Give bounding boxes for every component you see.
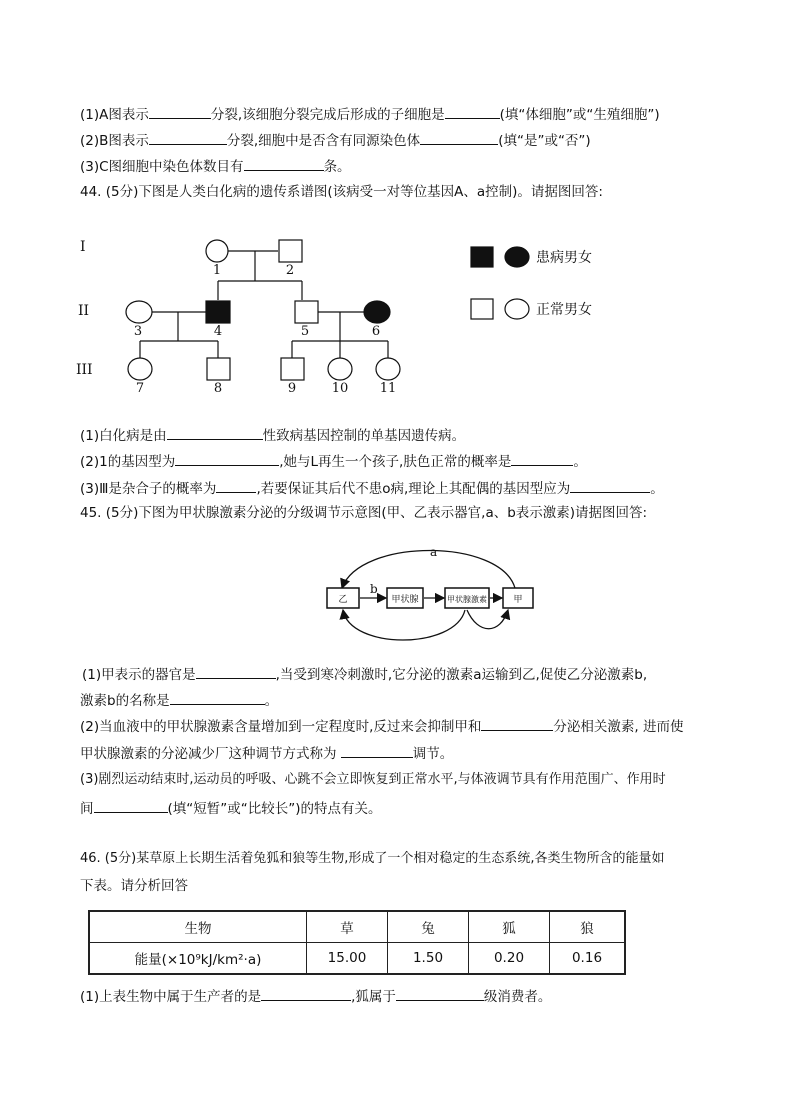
table-header-cell: 狼 [550,911,626,943]
table-header-cell: 兔 [388,911,469,943]
answer-blank[interactable] [94,798,168,813]
legend-affected-male-icon [471,247,493,267]
answer-blank[interactable] [149,130,227,145]
pedigree-female-3 [126,301,152,323]
person-label: 6 [371,324,381,339]
q46-intro-1: 46. (5分)某草原上长期生活着兔狐和狼等生物,形成了一个相对稳定的生态系统,各类生物所含的能量如 [80,851,665,866]
q45-line-3 [80,716,684,736]
q43-line-3 [80,156,351,176]
table-header-cell: 生物 [89,911,307,943]
table-cell: 0.20 [469,943,550,975]
box-jia-label: 甲 [513,595,523,605]
person-label: 11 [379,381,397,396]
q44-line-1 [80,425,465,445]
label-b: b [370,582,378,596]
box-yi-label: 乙 [338,595,348,605]
table-header-row [89,911,625,943]
pedigree-male-5 [295,301,318,323]
text: 甲状腺激素的分泌减少厂这种调节方式称为 [80,746,337,762]
q44-line-3 [80,478,664,498]
text: 。 [573,454,587,470]
gen-label-1: I [80,239,86,255]
text: (1)A图表示 [80,107,149,123]
text: (1)上表生物中属于生产者的是 [80,989,262,1005]
person-label: 9 [287,381,297,396]
legend-affected-female-icon [505,247,529,267]
person-label: 5 [300,324,310,339]
person-label: 4 [213,324,223,339]
thyroid-regulation-diagram [0,540,790,645]
pedigree-female-7 [128,358,152,380]
box-thyroid-label: 甲状腺 [391,595,419,605]
text: (2)当血液中的甲状腺激素含量增加到一定程度时,反过来会抑制甲和 [80,719,482,735]
table-cell: 0.16 [550,943,626,975]
pedigree-female-10 [328,358,352,380]
pedigree-male-2 [279,240,302,262]
answer-blank[interactable] [445,104,500,119]
answer-blank[interactable] [244,156,324,171]
q44-intro: 44. (5分)下图是人类白化病的遗传系谱图(该病受一对等位基因A、a控制)。请据图回答: [80,184,603,200]
q45-line-5 [80,771,666,789]
text: 调节。 [412,746,454,762]
text: 。 [264,693,279,709]
text: (填“是”或“否”) [498,133,591,149]
q45-intro: 45. (5分)下图为甲状腺激素分泌的分级调节示意图(甲、乙表示器官,a、b表示激素)请据图回答: [80,505,648,521]
q45-line-1 [82,664,647,684]
text: 级消费者。 [483,989,552,1005]
answer-blank[interactable] [341,743,413,758]
text: ,若要保证其后代不患o病,理论上其配偶的基因型应为 [256,481,571,497]
text: 激素b的名称是 [80,693,170,709]
text: ,狐属于 [351,989,396,1005]
box-hormone-label: 甲状腺激素 [447,595,487,604]
label-a: a [430,545,438,559]
answer-blank[interactable] [149,104,211,119]
text: (3)Ⅲ是杂合子的概率为 [80,481,217,497]
legend-normal-male-icon [471,299,493,319]
table-row-label: 能量(×10⁹kJ/km²·a) [89,943,307,975]
q46-line-1 [80,986,551,1006]
table-header-cell: 狐 [469,911,550,943]
pedigree-female-6-affected [364,301,390,323]
answer-blank[interactable] [261,986,351,1001]
q45-line-6 [80,798,382,818]
answer-blank[interactable] [511,451,573,466]
legend-normal-label: 正常男女 [536,302,592,318]
text: 间 [80,801,94,817]
legend-affected-label: 患病男女 [536,250,592,266]
person-label: 3 [133,324,143,339]
answer-blank[interactable] [570,478,650,493]
person-label: 10 [331,381,349,396]
person-label: 1 [212,263,222,278]
pedigree-male-9 [281,358,304,380]
q44-line-2 [80,451,587,471]
pedigree-female-1 [206,240,228,262]
text: (2)B图表示 [80,133,149,149]
q45-line-2 [80,690,278,710]
answer-blank[interactable] [170,690,265,705]
text: 分裂,细胞中是否含有同源染色体 [226,133,421,149]
text: (填“短暂”或“比较长”)的特点有关。 [167,801,382,817]
q43-line-1 [80,104,660,124]
pedigree-male-4-affected [206,301,230,323]
text: ,当受到寒冷刺激时,它分泌的激素a运输到乙,促使乙分泌激素b, [275,667,648,683]
legend-normal-female-icon [505,299,529,319]
text: 性致病基因控制的单基因遗传病。 [262,428,466,444]
person-label: 8 [213,381,223,396]
q43-line-2 [80,130,591,150]
q45-line-4 [80,743,453,763]
answer-blank[interactable] [175,451,279,466]
text: 。 [650,481,664,497]
answer-blank[interactable] [167,425,263,440]
text: (2)1的基因型为 [80,454,176,470]
table-header-cell: 草 [307,911,388,943]
table-cell: 1.50 [388,943,469,975]
gen-label-3: III [76,362,93,378]
text: 条。 [323,159,351,175]
answer-blank[interactable] [420,130,498,145]
table-row [89,943,625,975]
person-label: 7 [135,381,145,396]
answer-blank[interactable] [396,986,484,1001]
answer-blank[interactable] [481,716,553,731]
text: (1)甲表示的器官是 [82,667,196,683]
text: 分裂,该细胞分裂完成后形成的子细胞是 [210,107,445,123]
pedigree-female-11 [376,358,400,380]
answer-blank[interactable] [216,478,256,493]
table-cell: 15.00 [307,943,388,975]
text: ,她与L再生一个孩子,肤色正常的概率是 [279,454,512,470]
text: 分泌相关激素, 进而使 [553,719,684,735]
text: (3)剧烈运动结束时,运动员的呼吸、心跳不会立即恢复到正常水平,与体液调节具有作用范围广、作用时 [80,772,666,787]
q46-intro-2: 下表。请分析回答 [80,878,188,894]
gen-label-2: II [78,303,90,319]
text: (3)C图细胞中染色体数目有 [80,159,244,175]
pedigree-male-8 [207,358,230,380]
energy-table [88,910,626,975]
text: (填“体细胞”或“生殖细胞”) [499,107,660,123]
text: (1)白化病是由 [80,428,167,444]
person-label: 2 [285,263,295,278]
pedigree-chart [0,225,790,405]
answer-blank[interactable] [196,664,276,679]
